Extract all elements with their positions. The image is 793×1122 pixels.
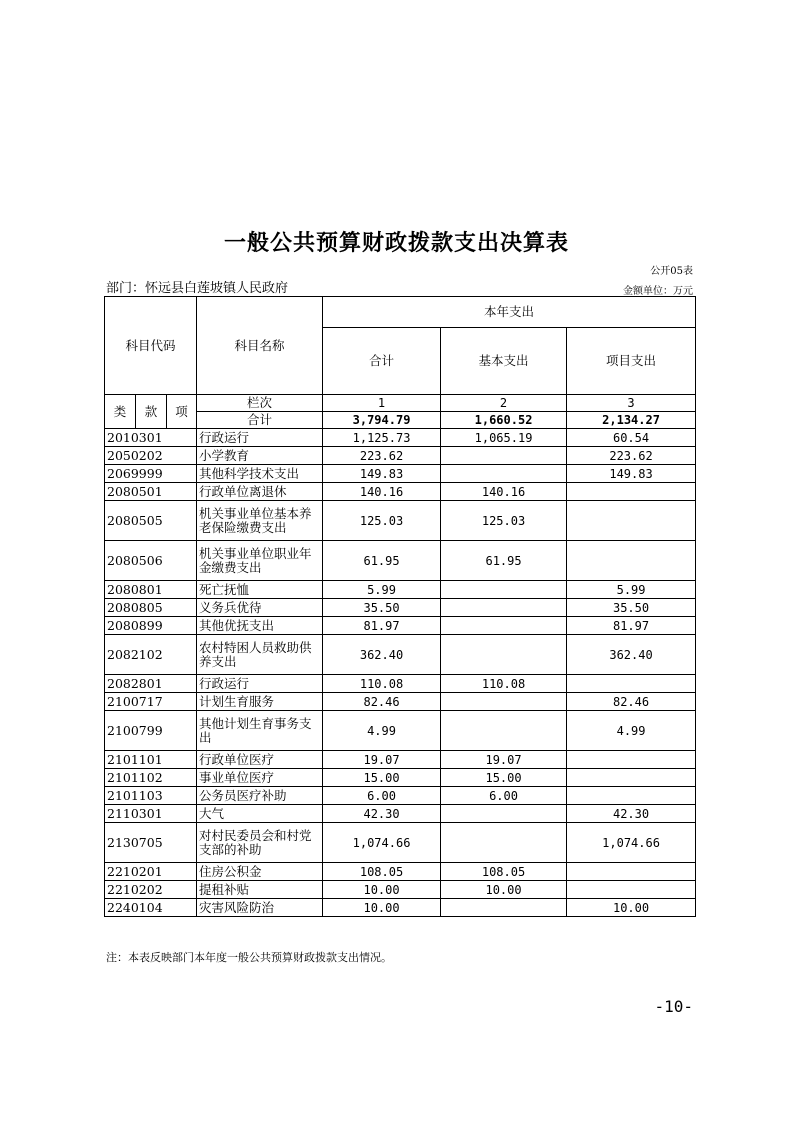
row-name: 死亡抚恤 <box>197 581 323 599</box>
page-number: -10- <box>654 997 693 1016</box>
table-row <box>105 429 696 447</box>
row-total: 1,074.66 <box>323 823 441 863</box>
header-current-year: 本年支出 <box>323 297 696 328</box>
row-name: 行政运行 <box>197 675 323 693</box>
row-basic <box>441 805 567 823</box>
row-code: 2069999 <box>105 465 197 483</box>
row-basic <box>441 635 567 675</box>
row-basic <box>441 711 567 751</box>
row-code: 2050202 <box>105 447 197 465</box>
row-total: 10.00 <box>323 899 441 917</box>
sum-project: 2,134.27 <box>567 412 696 429</box>
row-basic: 15.00 <box>441 769 567 787</box>
row-project: 42.30 <box>567 805 696 823</box>
row-project: 362.40 <box>567 635 696 675</box>
row-name: 计划生育服务 <box>197 693 323 711</box>
header-column-no: 栏次 <box>197 395 323 412</box>
row-project <box>567 501 696 541</box>
form-number: 公开05表 <box>650 266 693 277</box>
row-name: 公务员医疗补助 <box>197 787 323 805</box>
row-total: 4.99 <box>323 711 441 751</box>
table-row <box>105 823 696 863</box>
row-project <box>567 863 696 881</box>
table-row <box>105 501 696 541</box>
row-name: 义务兵优待 <box>197 599 323 617</box>
header-col3: 3 <box>567 395 696 412</box>
row-total: 61.95 <box>323 541 441 581</box>
row-project: 10.00 <box>567 899 696 917</box>
row-total: 1,125.73 <box>323 429 441 447</box>
row-project: 149.83 <box>567 465 696 483</box>
row-basic: 1,065.19 <box>441 429 567 447</box>
table-row <box>105 483 696 501</box>
table-row <box>105 787 696 805</box>
row-basic: 140.16 <box>441 483 567 501</box>
row-total: 19.07 <box>323 751 441 769</box>
row-code: 2210202 <box>105 881 197 899</box>
row-name: 对村民委员会和村党支部的补助 <box>197 823 323 863</box>
header-subject-name: 科目名称 <box>197 297 323 395</box>
row-basic: 108.05 <box>441 863 567 881</box>
row-total: 15.00 <box>323 769 441 787</box>
row-project <box>567 675 696 693</box>
row-code: 2100799 <box>105 711 197 751</box>
row-project <box>567 881 696 899</box>
table-row <box>105 769 696 787</box>
row-basic <box>441 823 567 863</box>
row-basic: 6.00 <box>441 787 567 805</box>
row-total: 5.99 <box>323 581 441 599</box>
row-code: 2130705 <box>105 823 197 863</box>
table-row <box>105 617 696 635</box>
sum-total: 3,794.79 <box>323 412 441 429</box>
row-name: 机关事业单位基本养老保险缴费支出 <box>197 501 323 541</box>
row-code: 2210201 <box>105 863 197 881</box>
row-total: 42.30 <box>323 805 441 823</box>
table-row <box>105 447 696 465</box>
row-code: 2080801 <box>105 581 197 599</box>
row-total: 82.46 <box>323 693 441 711</box>
table-row <box>105 881 696 899</box>
table-row <box>105 599 696 617</box>
row-name: 其他计划生育事务支出 <box>197 711 323 751</box>
row-project: 82.46 <box>567 693 696 711</box>
row-project: 81.97 <box>567 617 696 635</box>
row-basic <box>441 599 567 617</box>
row-basic <box>441 617 567 635</box>
row-code: 2110301 <box>105 805 197 823</box>
header-item: 项 <box>167 395 197 429</box>
table-row <box>105 581 696 599</box>
row-total: 6.00 <box>323 787 441 805</box>
row-name: 提租补贴 <box>197 881 323 899</box>
table-row <box>105 711 696 751</box>
row-name: 农村特困人员救助供养支出 <box>197 635 323 675</box>
row-total: 108.05 <box>323 863 441 881</box>
table-row <box>105 805 696 823</box>
row-total: 223.62 <box>323 447 441 465</box>
sum-basic: 1,660.52 <box>441 412 567 429</box>
row-code: 2082801 <box>105 675 197 693</box>
row-code: 2101103 <box>105 787 197 805</box>
table-row <box>105 863 696 881</box>
row-name: 行政运行 <box>197 429 323 447</box>
row-total: 149.83 <box>323 465 441 483</box>
row-total: 125.03 <box>323 501 441 541</box>
row-total: 362.40 <box>323 635 441 675</box>
table-row <box>105 635 696 675</box>
row-project: 5.99 <box>567 581 696 599</box>
header-class: 类 <box>105 395 136 429</box>
table-row <box>105 541 696 581</box>
page-title: 一般公共预算财政拨款支出决算表 <box>223 231 569 256</box>
sum-label: 合计 <box>197 412 323 429</box>
row-code: 2080501 <box>105 483 197 501</box>
row-project <box>567 751 696 769</box>
table-row <box>105 465 696 483</box>
row-total: 81.97 <box>323 617 441 635</box>
row-basic: 110.08 <box>441 675 567 693</box>
row-basic: 125.03 <box>441 501 567 541</box>
row-code: 2100717 <box>105 693 197 711</box>
row-name: 大气 <box>197 805 323 823</box>
row-name: 住房公积金 <box>197 863 323 881</box>
header-subject-code: 科目代码 <box>105 297 197 395</box>
row-code: 2080899 <box>105 617 197 635</box>
table-row <box>105 751 696 769</box>
row-name: 行政单位医疗 <box>197 751 323 769</box>
row-total: 10.00 <box>323 881 441 899</box>
row-basic <box>441 693 567 711</box>
header-basic: 基本支出 <box>441 328 567 395</box>
row-code: 2010301 <box>105 429 197 447</box>
row-project <box>567 483 696 501</box>
row-name: 灾害风险防治 <box>197 899 323 917</box>
row-name: 事业单位医疗 <box>197 769 323 787</box>
row-total: 140.16 <box>323 483 441 501</box>
header-total: 合计 <box>323 328 441 395</box>
row-project: 4.99 <box>567 711 696 751</box>
row-name: 其他科学技术支出 <box>197 465 323 483</box>
row-project: 1,074.66 <box>567 823 696 863</box>
row-basic: 10.00 <box>441 881 567 899</box>
table-note: 注：本表反映部门本年度一般公共预算财政拨款支出情况。 <box>106 951 392 964</box>
row-name: 小学教育 <box>197 447 323 465</box>
department-label: 部门：怀远县白莲坡镇人民政府 <box>106 281 289 296</box>
table-row <box>105 675 696 693</box>
table-row <box>105 899 696 917</box>
row-name: 行政单位离退休 <box>197 483 323 501</box>
row-name: 机关事业单位职业年金缴费支出 <box>197 541 323 581</box>
row-project: 35.50 <box>567 599 696 617</box>
row-project: 60.54 <box>567 429 696 447</box>
row-basic <box>441 447 567 465</box>
header-section: 款 <box>136 395 167 429</box>
row-code: 2240104 <box>105 899 197 917</box>
row-total: 110.08 <box>323 675 441 693</box>
row-code: 2101101 <box>105 751 197 769</box>
row-basic <box>441 465 567 483</box>
row-total: 35.50 <box>323 599 441 617</box>
row-project <box>567 769 696 787</box>
row-basic: 19.07 <box>441 751 567 769</box>
table-row <box>105 693 696 711</box>
row-code: 2101102 <box>105 769 197 787</box>
row-basic <box>441 899 567 917</box>
row-code: 2080505 <box>105 501 197 541</box>
row-code: 2080506 <box>105 541 197 581</box>
row-project <box>567 541 696 581</box>
row-project: 223.62 <box>567 447 696 465</box>
row-name: 其他优抚支出 <box>197 617 323 635</box>
row-code: 2080805 <box>105 599 197 617</box>
row-code: 2082102 <box>105 635 197 675</box>
header-project: 项目支出 <box>567 328 696 395</box>
header-col2: 2 <box>441 395 567 412</box>
row-project <box>567 787 696 805</box>
row-basic: 61.95 <box>441 541 567 581</box>
header-col1: 1 <box>323 395 441 412</box>
row-basic <box>441 581 567 599</box>
unit-label: 金额单位：万元 <box>623 286 693 297</box>
budget-table <box>104 296 696 917</box>
